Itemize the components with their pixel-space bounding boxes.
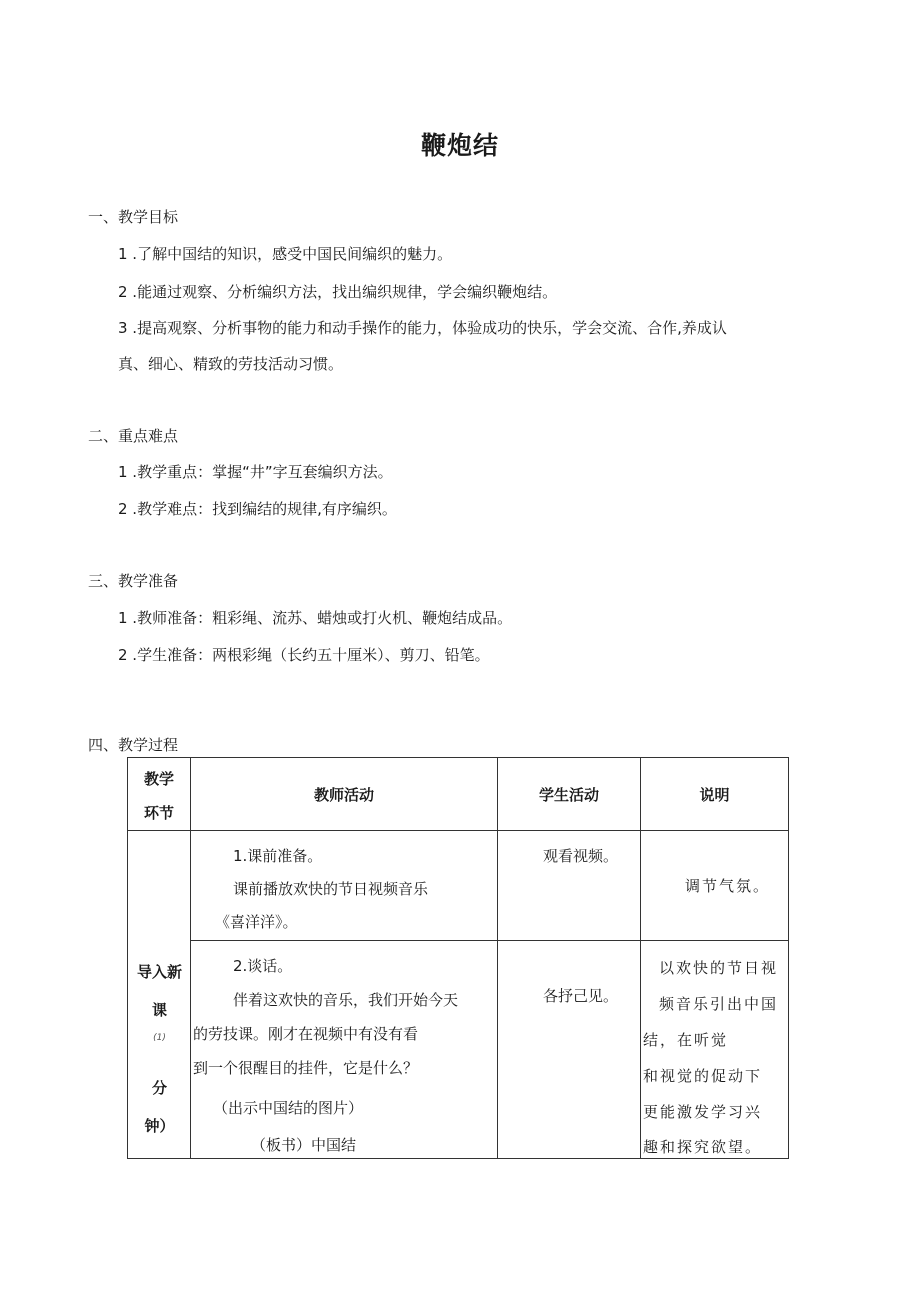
notes-line: 趣和探究欲望。 <box>643 1138 763 1156</box>
notes-text: 调节气氛。 <box>685 877 771 895</box>
table-row <box>128 941 789 1159</box>
teacher-activity-cell <box>191 941 498 1159</box>
stage-line: 导入新 <box>136 963 182 981</box>
notes-line: 以欢快的节日视 <box>659 959 779 977</box>
teaching-process-table <box>127 757 789 1159</box>
student-activity-text: 各抒己见。 <box>543 987 619 1005</box>
prep-item: 2 .学生准备：两根彩绳（长约五十厘米）、剪刀、铅笔。 <box>118 646 490 664</box>
teacher-activity-line: （出示中国结的图片） <box>213 1099 364 1117</box>
teacher-activity-line: 2.谈话。 <box>233 957 293 975</box>
stage-line: 钟） <box>144 1117 175 1135</box>
notes-line: 结，在听觉 <box>643 1031 729 1049</box>
header-stage-line: 环节 <box>143 804 174 822</box>
section-heading-keypoints: 二、重点难点 <box>88 427 179 445</box>
notes-line: 和视觉的促动下 <box>643 1067 763 1085</box>
teacher-activity-line: 《喜洋洋》。 <box>215 913 298 931</box>
student-activity-text: 观看视频。 <box>543 847 619 865</box>
header-stage <box>128 758 191 831</box>
student-activity-cell <box>498 831 641 941</box>
notes-cell <box>641 941 789 1159</box>
table-header-row <box>128 758 789 831</box>
teacher-activity-line: 1.课前准备。 <box>233 847 323 865</box>
goal-item: 2 .能通过观察、分析编织方法，找出编织规律，学会编织鞭炮结。 <box>118 283 558 301</box>
keypoint-item: 1 .教学重点：掌握“井”字互套编织方法。 <box>118 463 393 481</box>
student-activity-cell <box>498 941 641 1159</box>
stage-line: 课 <box>151 1001 167 1019</box>
table-row <box>128 831 789 941</box>
keypoint-item: 2 .教学难点：找到编结的规律,有序编织。 <box>118 500 397 518</box>
teacher-activity-line: （板书）中国结 <box>251 1136 357 1154</box>
teacher-activity-cell <box>191 831 498 941</box>
section-heading-goals: 一、教学目标 <box>88 208 179 226</box>
teacher-activity-line: 的劳技课。刚才在视频中有没有看 <box>193 1025 419 1043</box>
teacher-activity-line: 课前播放欢快的节日视频音乐 <box>233 880 429 898</box>
goal-item: 1 .了解中国结的知识，感受中国民间编织的魅力。 <box>118 245 453 263</box>
goal-item-continuation: 真、细心、精致的劳技活动习惯。 <box>118 355 344 373</box>
header-notes: 说明 <box>641 758 789 831</box>
header-stage-line: 教学 <box>143 770 174 788</box>
stage-line: 分 <box>151 1079 167 1097</box>
teacher-activity-line: 伴着这欢快的音乐，我们开始今天 <box>233 991 459 1009</box>
stage-minutes: (1) <box>153 1033 166 1043</box>
section-heading-prep: 三、教学准备 <box>88 572 179 590</box>
section-heading-process: 四、教学过程 <box>88 736 179 754</box>
stage-cell <box>128 831 191 1159</box>
notes-line: 频音乐引出中国 <box>659 995 779 1013</box>
teacher-activity-line: 到一个很醒目的挂件，它是什么？ <box>193 1059 419 1077</box>
header-student-activity: 学生活动 <box>498 758 641 831</box>
document-title: 鞭炮结 <box>420 131 499 160</box>
notes-line: 更能激发学习兴 <box>643 1103 763 1121</box>
notes-cell <box>641 831 789 941</box>
goal-item: 3 .提高观察、分析事物的能力和动手操作的能力，体验成功的快乐，学会交流、合作,养成认 <box>118 319 727 337</box>
header-teacher-activity: 教师活动 <box>191 758 498 831</box>
prep-item: 1 .教师准备：粗彩绳、流苏、蜡烛或打火机、鞭炮结成品。 <box>118 609 513 627</box>
